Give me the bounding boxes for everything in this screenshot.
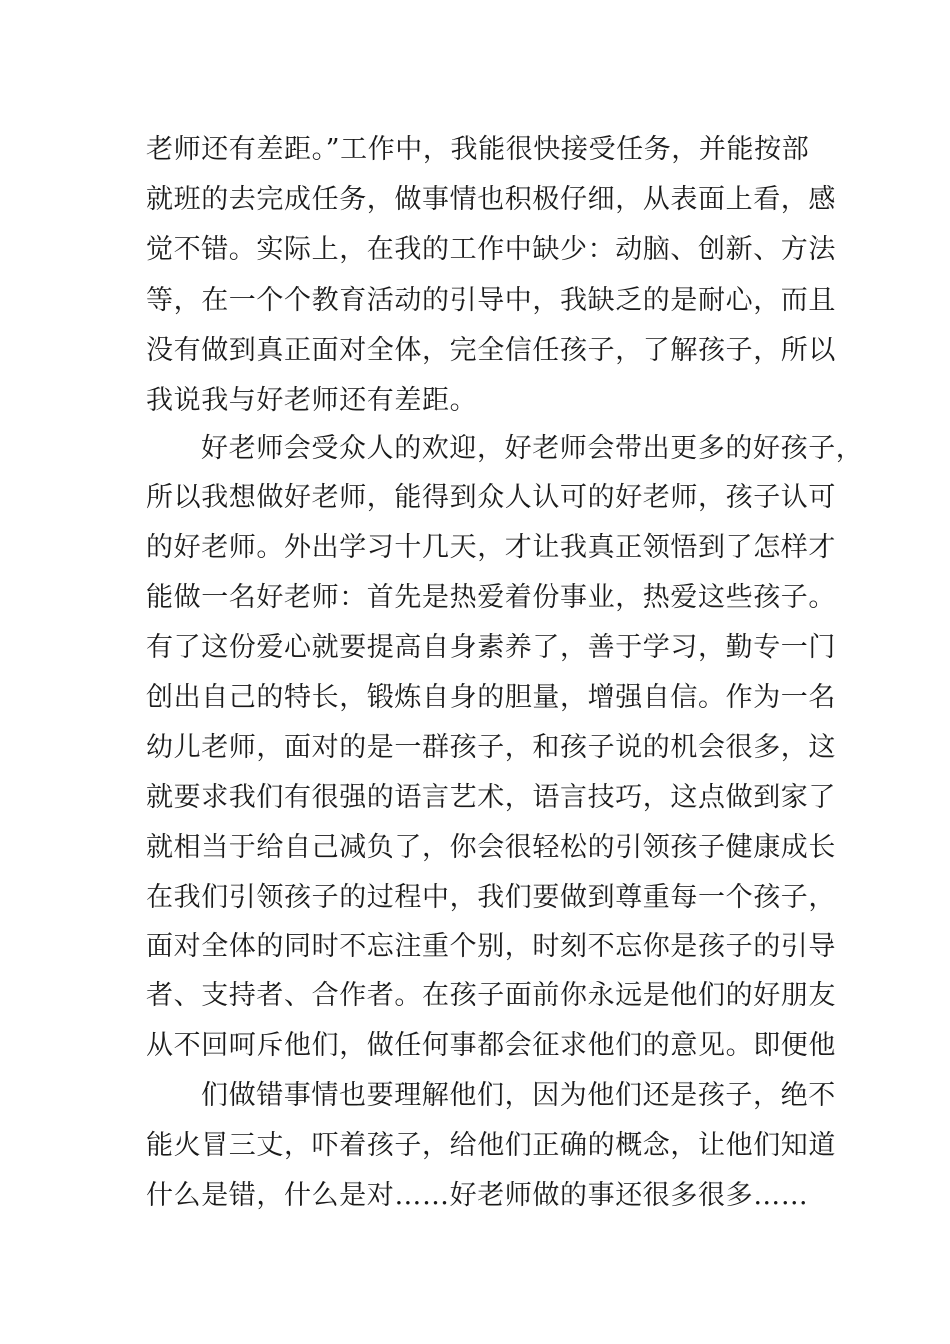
paragraph-first-line: 们做错事情也要理解他们，因为他们还是孩子，绝不 (201, 1080, 836, 1111)
text-line: 者、支持者、合作者。在孩子面前你永远是他们的好朋友 (146, 980, 836, 1011)
text-line: 有了这份爱心就要提高自身素养了，善于学习，勤专一门 (146, 632, 836, 663)
text-line: 老师还有差距。”工作中，我能很快接受任务，并能按部 (146, 134, 810, 165)
text-line: 没有做到真正面对全体，完全信任孩子，了解孩子，所以 (146, 335, 836, 366)
text-line: 能做一名好老师：首先是热爱着份事业，热爱这些孩子。 (146, 582, 836, 613)
text-line: 面对全体的同时不忘注重个别，时刻不忘你是孩子的引导 (146, 931, 836, 962)
text-line: 在我们引领孩子的过程中，我们要做到尊重每一个孩子， (146, 882, 836, 913)
text-line: 什么是错，什么是对……好老师做的事还很多很多…… (146, 1180, 809, 1211)
text-line: 的好老师。外出学习十几天，才让我真正领悟到了怎样才 (146, 532, 836, 563)
text-line: 能火冒三丈，吓着孩子，给他们正确的概念，让他们知道 (146, 1130, 836, 1161)
text-line: 就班的去完成任务，做事情也积极仔细，从表面上看，感 (146, 184, 836, 215)
text-line: 觉不错。实际上，在我的工作中缺少：动脑、创新、方法 (146, 234, 836, 265)
text-line: 就要求我们有很强的语言艺术，语言技巧，这点做到家了 (146, 782, 836, 813)
text-line: 创出自己的特长，锻炼自身的胆量，增强自信。作为一名 (146, 682, 836, 713)
paragraph-first-line: 好老师会受众人的欢迎，好老师会带出更多的好孩子， (201, 433, 864, 464)
text-line: 就相当于给自己减负了，你会很轻松的引领孩子健康成长 (146, 832, 836, 863)
text-line: 我说我与好老师还有差距。 (146, 385, 478, 416)
text-line: 所以我想做好老师，能得到众人认可的好老师，孩子认可 (146, 482, 836, 513)
text-line: 等，在一个个教育活动的引导中，我缺乏的是耐心，而且 (146, 285, 836, 316)
text-line: 幼儿老师，面对的是一群孩子，和孩子说的机会很多，这 (146, 732, 836, 763)
text-line: 从不回呵斥他们，做任何事都会征求他们的意见。即便他 (146, 1030, 836, 1061)
